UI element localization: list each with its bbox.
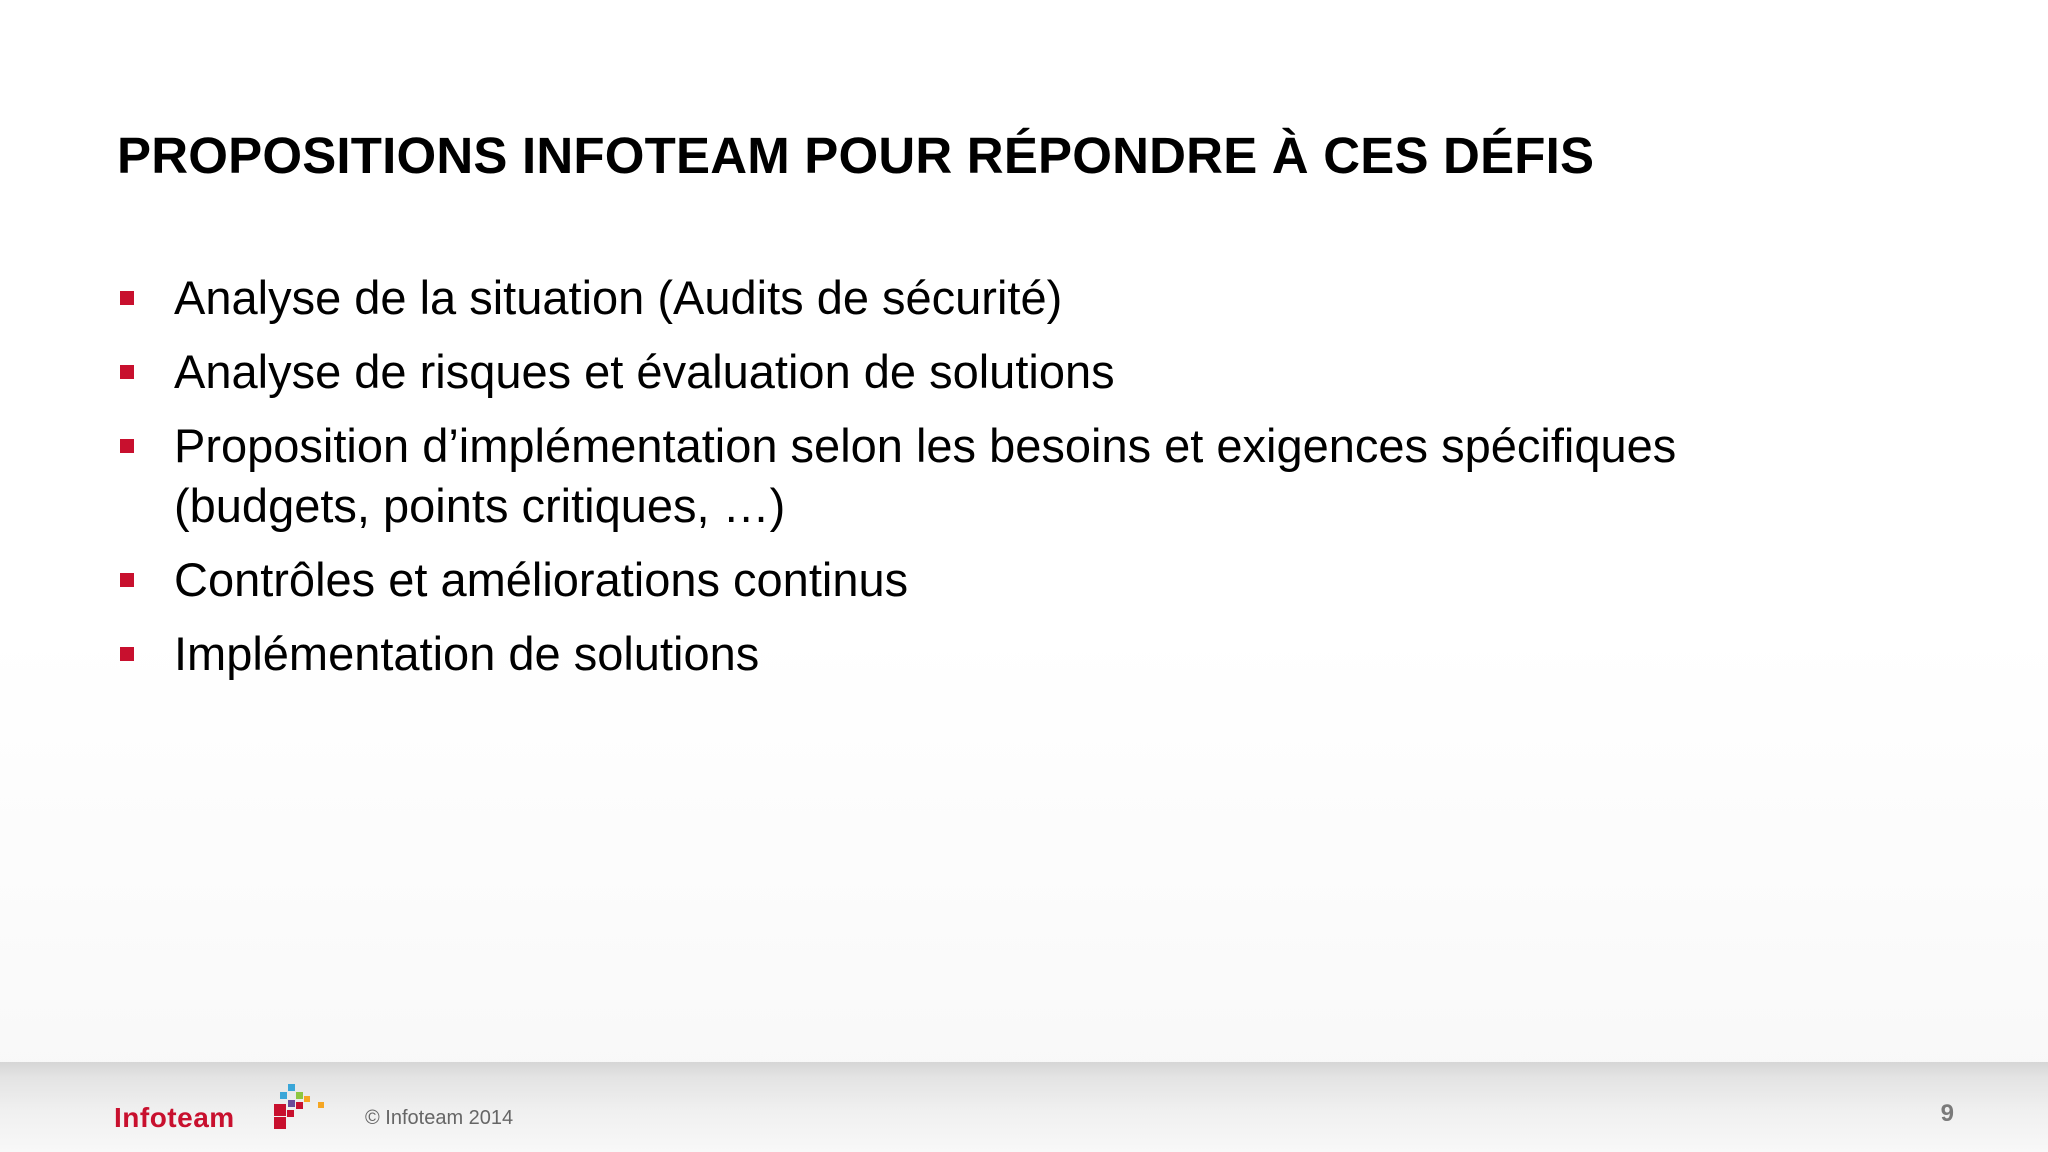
infoteam-logo bbox=[114, 1080, 344, 1140]
bullet-item bbox=[117, 416, 1977, 536]
square-bullet-icon bbox=[120, 439, 134, 453]
square-bullet-icon bbox=[120, 365, 134, 379]
slide-title: PROPOSITIONS INFOTEAM POUR RÉPONDRE À CES DÉFIS bbox=[117, 127, 1595, 184]
bullet-item bbox=[117, 268, 1977, 328]
bullet-text: Analyse de la situation (Audits de sécurité) bbox=[174, 271, 1063, 324]
bullet-text: Implémentation de solutions bbox=[174, 627, 760, 680]
bullet-item bbox=[117, 624, 1977, 684]
square-bullet-icon bbox=[120, 573, 134, 587]
copyright-text: © Infoteam 2014 bbox=[365, 1107, 514, 1129]
infoteam-pixel-logo-icon bbox=[274, 1082, 344, 1132]
page-number: 9 bbox=[1940, 1100, 1954, 1127]
square-bullet-icon bbox=[120, 291, 134, 305]
bullet-text: Proposition d’implémentation selon les besoins et exigences spécifiques bbox=[174, 419, 1677, 472]
bullet-list bbox=[117, 268, 1977, 698]
bullet-text: Analyse de risques et évaluation de solutions bbox=[174, 345, 1115, 398]
bullet-item bbox=[117, 550, 1977, 610]
logo-text: Infoteam bbox=[114, 1102, 235, 1133]
bullet-text: Contrôles et améliorations continus bbox=[174, 553, 909, 606]
bullet-item bbox=[117, 342, 1977, 402]
bullet-text-continuation: (budgets, points critiques, …) bbox=[174, 479, 786, 532]
square-bullet-icon bbox=[120, 647, 134, 661]
